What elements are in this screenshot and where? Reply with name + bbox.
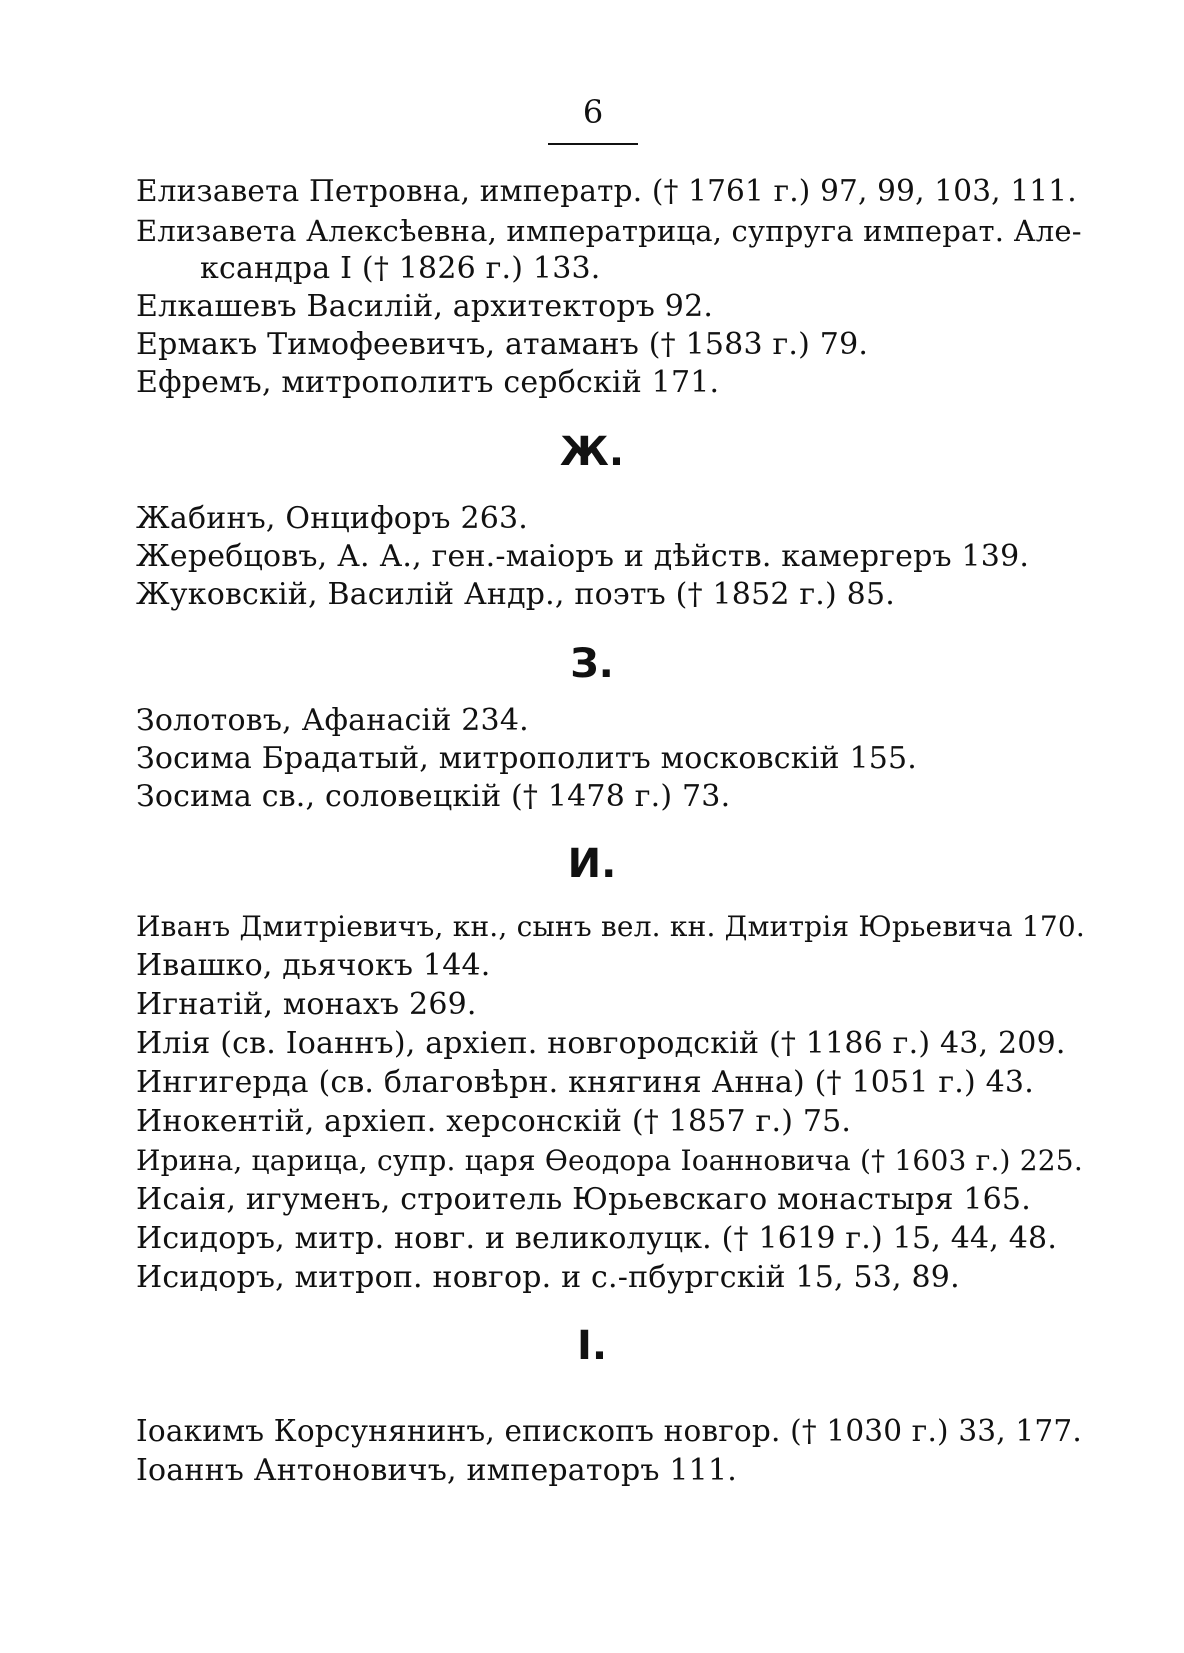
index-entry: Жеребцовъ, А. А., ген.-маіоръ и дѣйств. камергеръ 139. bbox=[136, 539, 1030, 574]
section-letter-heading: И. bbox=[567, 841, 617, 887]
index-entry: Инокентій, архіеп. херсонскій († 1857 г.) 75. bbox=[136, 1104, 852, 1139]
index-entry: Исидоръ, митроп. новгор. и с.-пбургскій 15, 53, 89. bbox=[136, 1260, 960, 1295]
index-entry: Ингигерда (св. благовѣрн. княгиня Анна) († 1051 г.) 43. bbox=[136, 1065, 1034, 1100]
index-entry: Иванъ Дмитріевичъ, кн., сынъ вел. кн. Дмитрія Юрьевича 170. bbox=[136, 910, 1086, 943]
index-entry: Іоаннъ Антоновичъ, императоръ 111. bbox=[136, 1453, 737, 1488]
index-entry-continuation: ксандра I († 1826 г.) 133. bbox=[200, 251, 601, 286]
index-entry: Исидоръ, митр. новг. и великолуцк. († 1619 г.) 15, 44, 48. bbox=[136, 1221, 1058, 1256]
index-entry: Исаія, игуменъ, строитель Юрьевскаго монастыря 165. bbox=[136, 1182, 1031, 1217]
section-letter-heading: Ж. bbox=[559, 429, 625, 475]
index-entry: Іоакимъ Корсунянинъ, епископъ новгор. († 1030 г.) 33, 177. bbox=[136, 1414, 1082, 1448]
index-entry: Ефремъ, митрополитъ сербскій 171. bbox=[136, 365, 720, 400]
section-letter-heading: I. bbox=[576, 1323, 608, 1369]
index-entry: Илія (св. Іоаннъ), архіеп. новгородскій († 1186 г.) 43, 209. bbox=[136, 1026, 1066, 1061]
page-number: 6 bbox=[582, 93, 604, 131]
index-entry: Золотовъ, Афанасій 234. bbox=[136, 703, 529, 738]
section-letter-heading: З. bbox=[570, 641, 614, 687]
page-number-rule bbox=[548, 143, 638, 145]
index-entry: Зосима Брадатый, митрополитъ московскій 155. bbox=[136, 741, 918, 776]
index-entry: Елизавета Петровна, императр. († 1761 г.) 97, 99, 103, 111. bbox=[136, 174, 1077, 208]
index-entry: Жабинъ, Онцифоръ 263. bbox=[136, 501, 529, 536]
index-entry: Елизавета Алексѣевна, императрица, супруга императ. Але- bbox=[136, 214, 1082, 248]
index-entry: Игнатій, монахъ 269. bbox=[136, 987, 477, 1022]
index-entry: Ирина, царица, супр. царя Ѳеодора Іоанновича († 1603 г.) 225. bbox=[136, 1144, 1083, 1177]
index-entry: Ивашко, дьячокъ 144. bbox=[136, 948, 491, 983]
index-entry: Зосима св., соловецкій († 1478 г.) 73. bbox=[136, 779, 731, 814]
index-entry: Жуковскій, Василій Андр., поэтъ († 1852 г.) 85. bbox=[136, 577, 895, 612]
index-entry: Ермакъ Тимофеевичъ, атаманъ († 1583 г.) 79. bbox=[136, 327, 869, 362]
index-entry: Елкашевъ Василій, архитекторъ 92. bbox=[136, 289, 714, 324]
